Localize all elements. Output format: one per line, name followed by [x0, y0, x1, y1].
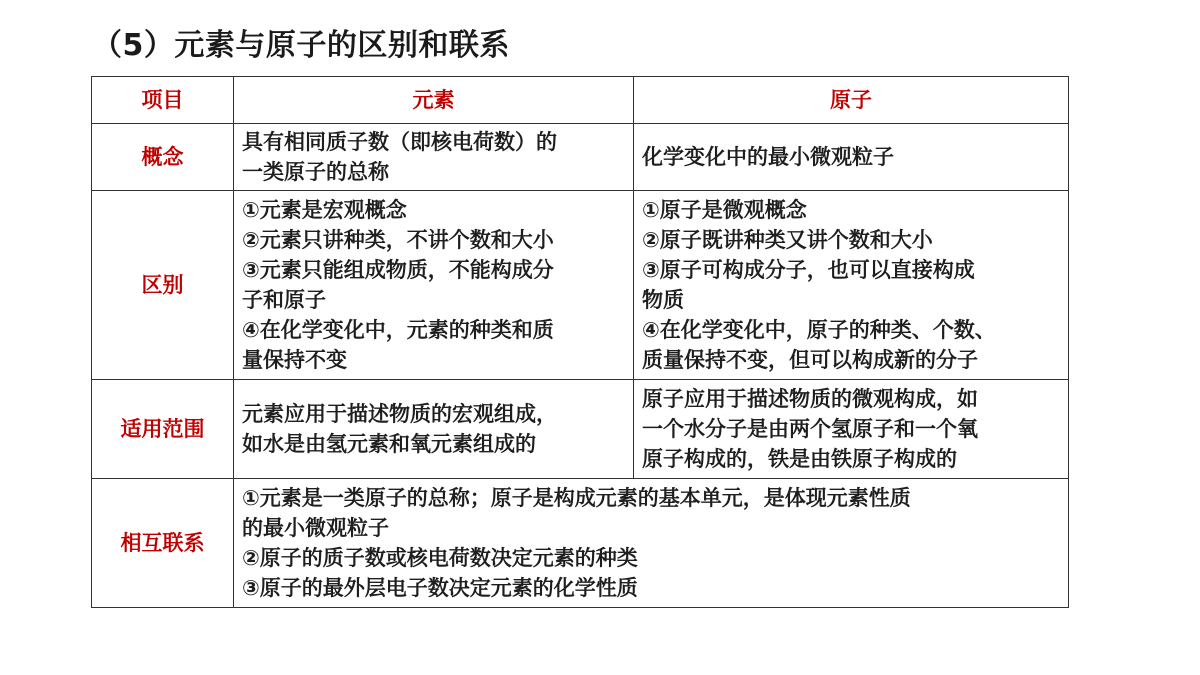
- table-header-row: [92, 77, 1069, 124]
- header-atom: 原子: [634, 77, 1069, 124]
- row-label-relation: 相互联系: [92, 479, 234, 608]
- table-row-relation: [92, 479, 1069, 608]
- text-line: ①原子是微观概念: [642, 198, 807, 222]
- table-row-difference: [92, 191, 1069, 380]
- header-item: 项目: [92, 77, 234, 124]
- cell-element-concept: [234, 124, 634, 191]
- text-line: ④在化学变化中，原子的种类、个数、: [642, 318, 996, 342]
- text-line: ④在化学变化中，元素的种类和质: [242, 318, 554, 342]
- cell-atom-scope: [634, 380, 1069, 479]
- text-line: ②元素只讲种类，不讲个数和大小: [242, 228, 554, 252]
- text-line: ③原子的最外层电子数决定元素的化学性质: [242, 576, 638, 600]
- row-label-difference: 区别: [92, 191, 234, 380]
- text-line: 质量保持不变，但可以构成新的分子: [642, 348, 978, 372]
- text-line: ③元素只能组成物质，不能构成分: [242, 258, 554, 282]
- header-element: 元素: [234, 77, 634, 124]
- text-line: 量保持不变: [242, 348, 347, 372]
- text-line: 物质: [642, 288, 684, 312]
- text-line: ③原子可构成分子，也可以直接构成: [642, 258, 975, 282]
- text-line: 元素应用于描述物质的宏观组成，: [242, 402, 557, 426]
- text-line: ①元素是宏观概念: [242, 198, 407, 222]
- table-row-scope: [92, 380, 1069, 479]
- text-line: 化学变化中的最小微观粒子: [642, 145, 894, 169]
- cell-relation: [234, 479, 1069, 608]
- cell-element-scope: [234, 380, 634, 479]
- cell-atom-difference: [634, 191, 1069, 380]
- text-line: 原子应用于描述物质的微观构成，如: [642, 387, 978, 411]
- row-label-scope: 适用范围: [92, 380, 234, 479]
- text-line: ②原子既讲种类又讲个数和大小: [642, 228, 933, 252]
- row-label-concept: 概念: [92, 124, 234, 191]
- text-line: 原子构成的，铁是由铁原子构成的: [642, 447, 957, 471]
- text-line: ②原子的质子数或核电荷数决定元素的种类: [242, 546, 638, 570]
- text-line: ①元素是一类原子的总称；原子是构成元素的基本单元，是体现元素性质: [242, 486, 911, 510]
- text-line: 具有相同质子数（即核电荷数）的: [242, 130, 557, 154]
- text-line: 如水是由氢元素和氧元素组成的: [242, 432, 536, 456]
- cell-element-difference: [234, 191, 634, 380]
- text-line: 一类原子的总称: [242, 160, 389, 184]
- text-line: 一个水分子是由两个氢原子和一个氧: [642, 417, 978, 441]
- cell-atom-concept: [634, 124, 1069, 191]
- table-row-concept: [92, 124, 1069, 191]
- slide-title: （5）元素与原子的区别和联系: [92, 28, 510, 63]
- text-line: 的最小微观粒子: [242, 516, 389, 540]
- comparison-table: [91, 76, 1069, 608]
- text-line: 子和原子: [242, 288, 326, 312]
